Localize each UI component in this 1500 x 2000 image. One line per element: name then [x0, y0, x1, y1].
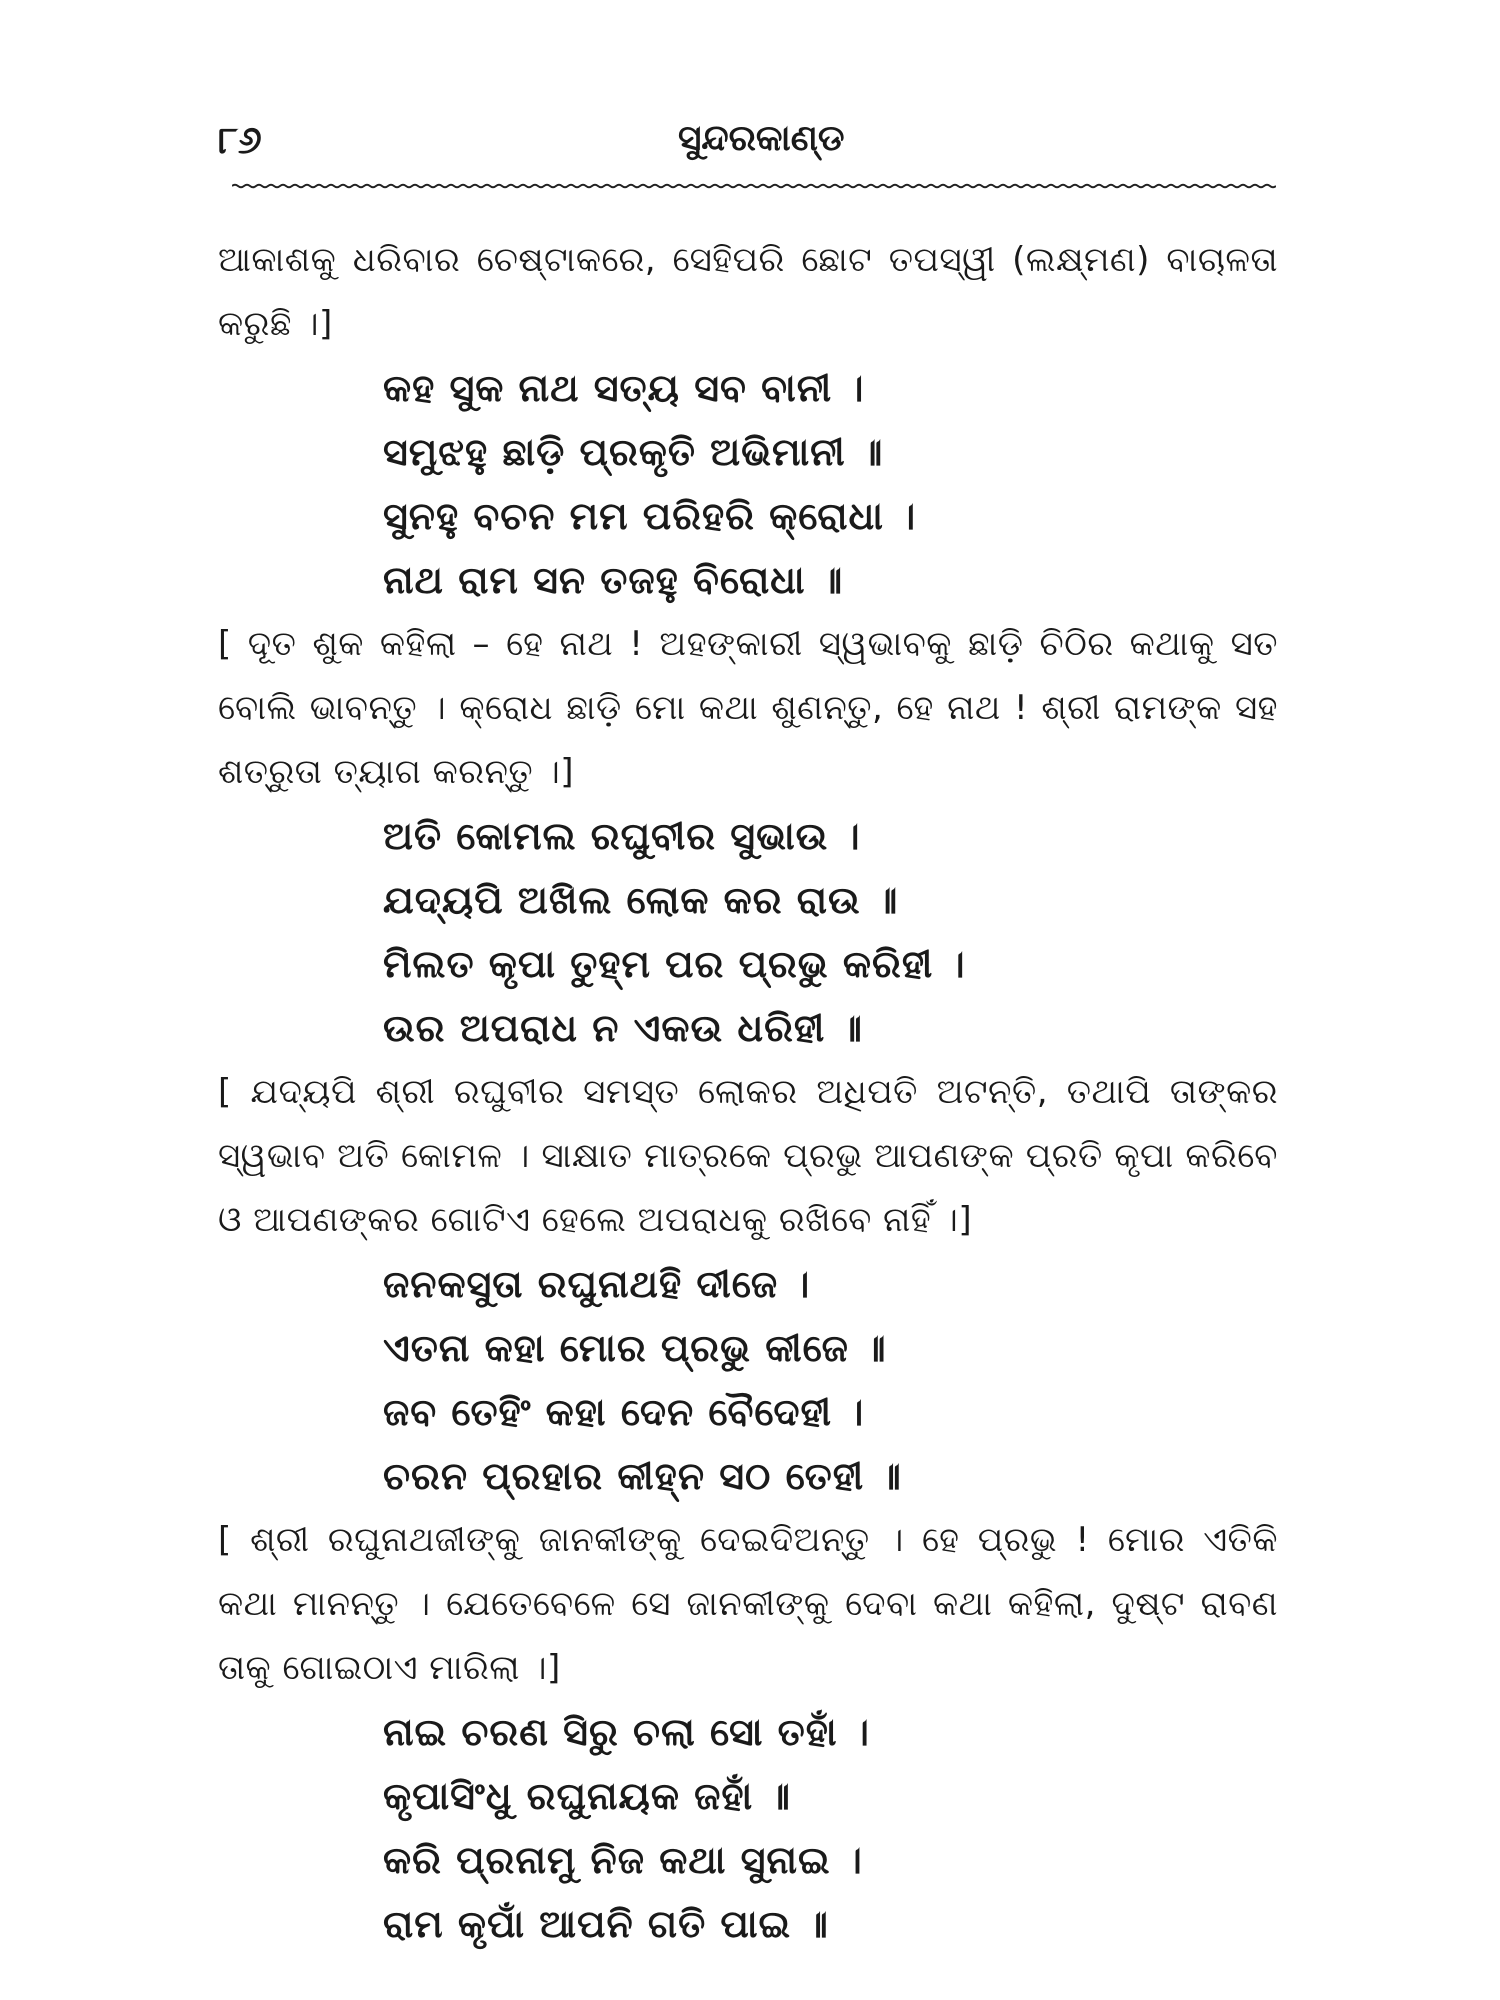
body-text — [218, 228, 1278, 1956]
commentary-paragraph: [ ଦୂତ ଶୁକ କହିଲା – ହେ ନାଥ ! ଅହଙ୍କାରୀ ସ୍ୱଭାବକୁ ଛାଡ଼ି ଚିଠିର କଥାକୁ ସତ ବୋଲି ଭାବନ୍ତୁ । କ୍ରୋଧ ଛାଡ଼ି ମୋ କଥା ଶୁଣନ୍ତୁ, ହେ ନାଥ ! ଶ୍ରୀ ରାମଙ୍କ ସହ ଶତ୍ରୁତା ତ୍ୟାଗ କରନ୍ତୁ ।] — [218, 624, 1278, 792]
verse-line: ନାଥ ରାମ ସନ ତଜହୁ ବିରୋଧା ॥ — [383, 558, 844, 602]
commentary-paragraph: [ ଯଦ୍ୟପି ଶ୍ରୀ ରଘୁବୀର ସମସ୍ତ ଲୋକର ଅଧିପତି ଅଟନ୍ତି, ତଥାପି ତାଙ୍କର ସ୍ୱଭାବ ଅତି କୋମଳ । ସାକ୍ଷାତ ମାତ୍ରକେ ପ୍ରଭୁ ଆପଣଙ୍କ ପ୍ରତି କୃପା କରିବେ ଓ ଆପଣଙ୍କର ଗୋଟିଏ ହେଲେ ଅପରାଧକୁ ରଖିବେ ନାହିଁ ।] — [218, 1072, 1278, 1240]
verse-line: ଚରନ ପ୍ରହାର କୀହ୍ନ ସଠ ତେହୀ ॥ — [383, 1454, 902, 1498]
wavy-rule-graphic — [232, 182, 1276, 190]
header-wavy-rule — [232, 182, 1276, 190]
commentary-paragraph: [ ଶ୍ରୀ ରଘୁନାଥଜୀଙ୍କୁ ଜାନକୀଙ୍କୁ ଦେଇଦିଅନ୍ତୁ । ହେ ପ୍ରଭୁ ! ମୋର ଏତିକି କଥା ମାନନ୍ତୁ । ଯେତେବେଳେ ସେ ଜାନକୀଙ୍କୁ ଦେବା କଥା କହିଲା, ଦୁଷ୍ଟ ରାବଣ ତାକୁ ଗୋଇଠାଏ ମାରିଲା ।] — [218, 1520, 1278, 1688]
verse-line: ଉର ଅପରାଧ ନ ଏକଉ ଧରିହୀ ॥ — [383, 1006, 864, 1050]
running-title: ସୁନ୍ଦରକାଣ୍ଡ — [678, 118, 845, 159]
verse-line: ସମୁଝହୁ ଛାଡ଼ି ପ୍ରକୃତି ଅଭିମାନୀ ॥ — [383, 430, 884, 474]
verse-line: ମିଲତ କୃପା ତୁହ୍ମ ପର ପ୍ରଭୁ କରିହୀ । — [383, 942, 966, 986]
verse-line: କୃପାସିଂଧୁ ରଘୁନାୟକ ଜହାଁ ॥ — [383, 1774, 791, 1818]
verse-line: ନାଇ ଚରଣ ସିରୁ ଚଲା ସୋ ତହାଁ । — [383, 1710, 870, 1754]
verse-line: ଜନକସୁତା ରଘୁନାଥହି ଦୀଜେ । — [383, 1262, 811, 1306]
verse-line: ଅତି କୋମଲ ରଘୁବୀର ସୁଭାଉ । — [383, 814, 861, 858]
verse-line: କହ ସୁକ ନାଥ ସତ୍ୟ ସବ ବାନୀ । — [383, 366, 865, 410]
verse-line: କରି ପ୍ରନାମୁ ନିଜ କଥା ସୁନାଇ । — [383, 1838, 863, 1882]
verse-line: ରାମ କୃପାଁ ଆପନି ଗତି ପାଇ ॥ — [383, 1902, 829, 1946]
verse-line: ଯଦ୍ୟପି ଅଖିଲ ଲୋକ କର ରାଉ ॥ — [383, 878, 899, 922]
verse-line: ସୁନହୁ ବଚନ ମମ ପରିହରି କ୍ରୋଧା । — [383, 494, 917, 538]
commentary-paragraph: ଆକାଶକୁ ଧରିବାର ଚେଷ୍ଟାକରେ, ସେହିପରି ଛୋଟ ତପସ୍ୱୀ (ଲକ୍ଷ୍ମଣ) ବାଚାଳତା କରୁଛି ।] — [218, 240, 1278, 344]
page-number: ୮୬ — [218, 118, 262, 162]
verse-line: ଏତନା କହା ମୋର ପ୍ରଭୁ କୀଜେ ॥ — [383, 1326, 887, 1370]
page-header — [218, 118, 1278, 178]
verse-line: ଜବ ତେହିଂ କହା ଦେନ ବୈଦେହୀ । — [383, 1390, 865, 1434]
